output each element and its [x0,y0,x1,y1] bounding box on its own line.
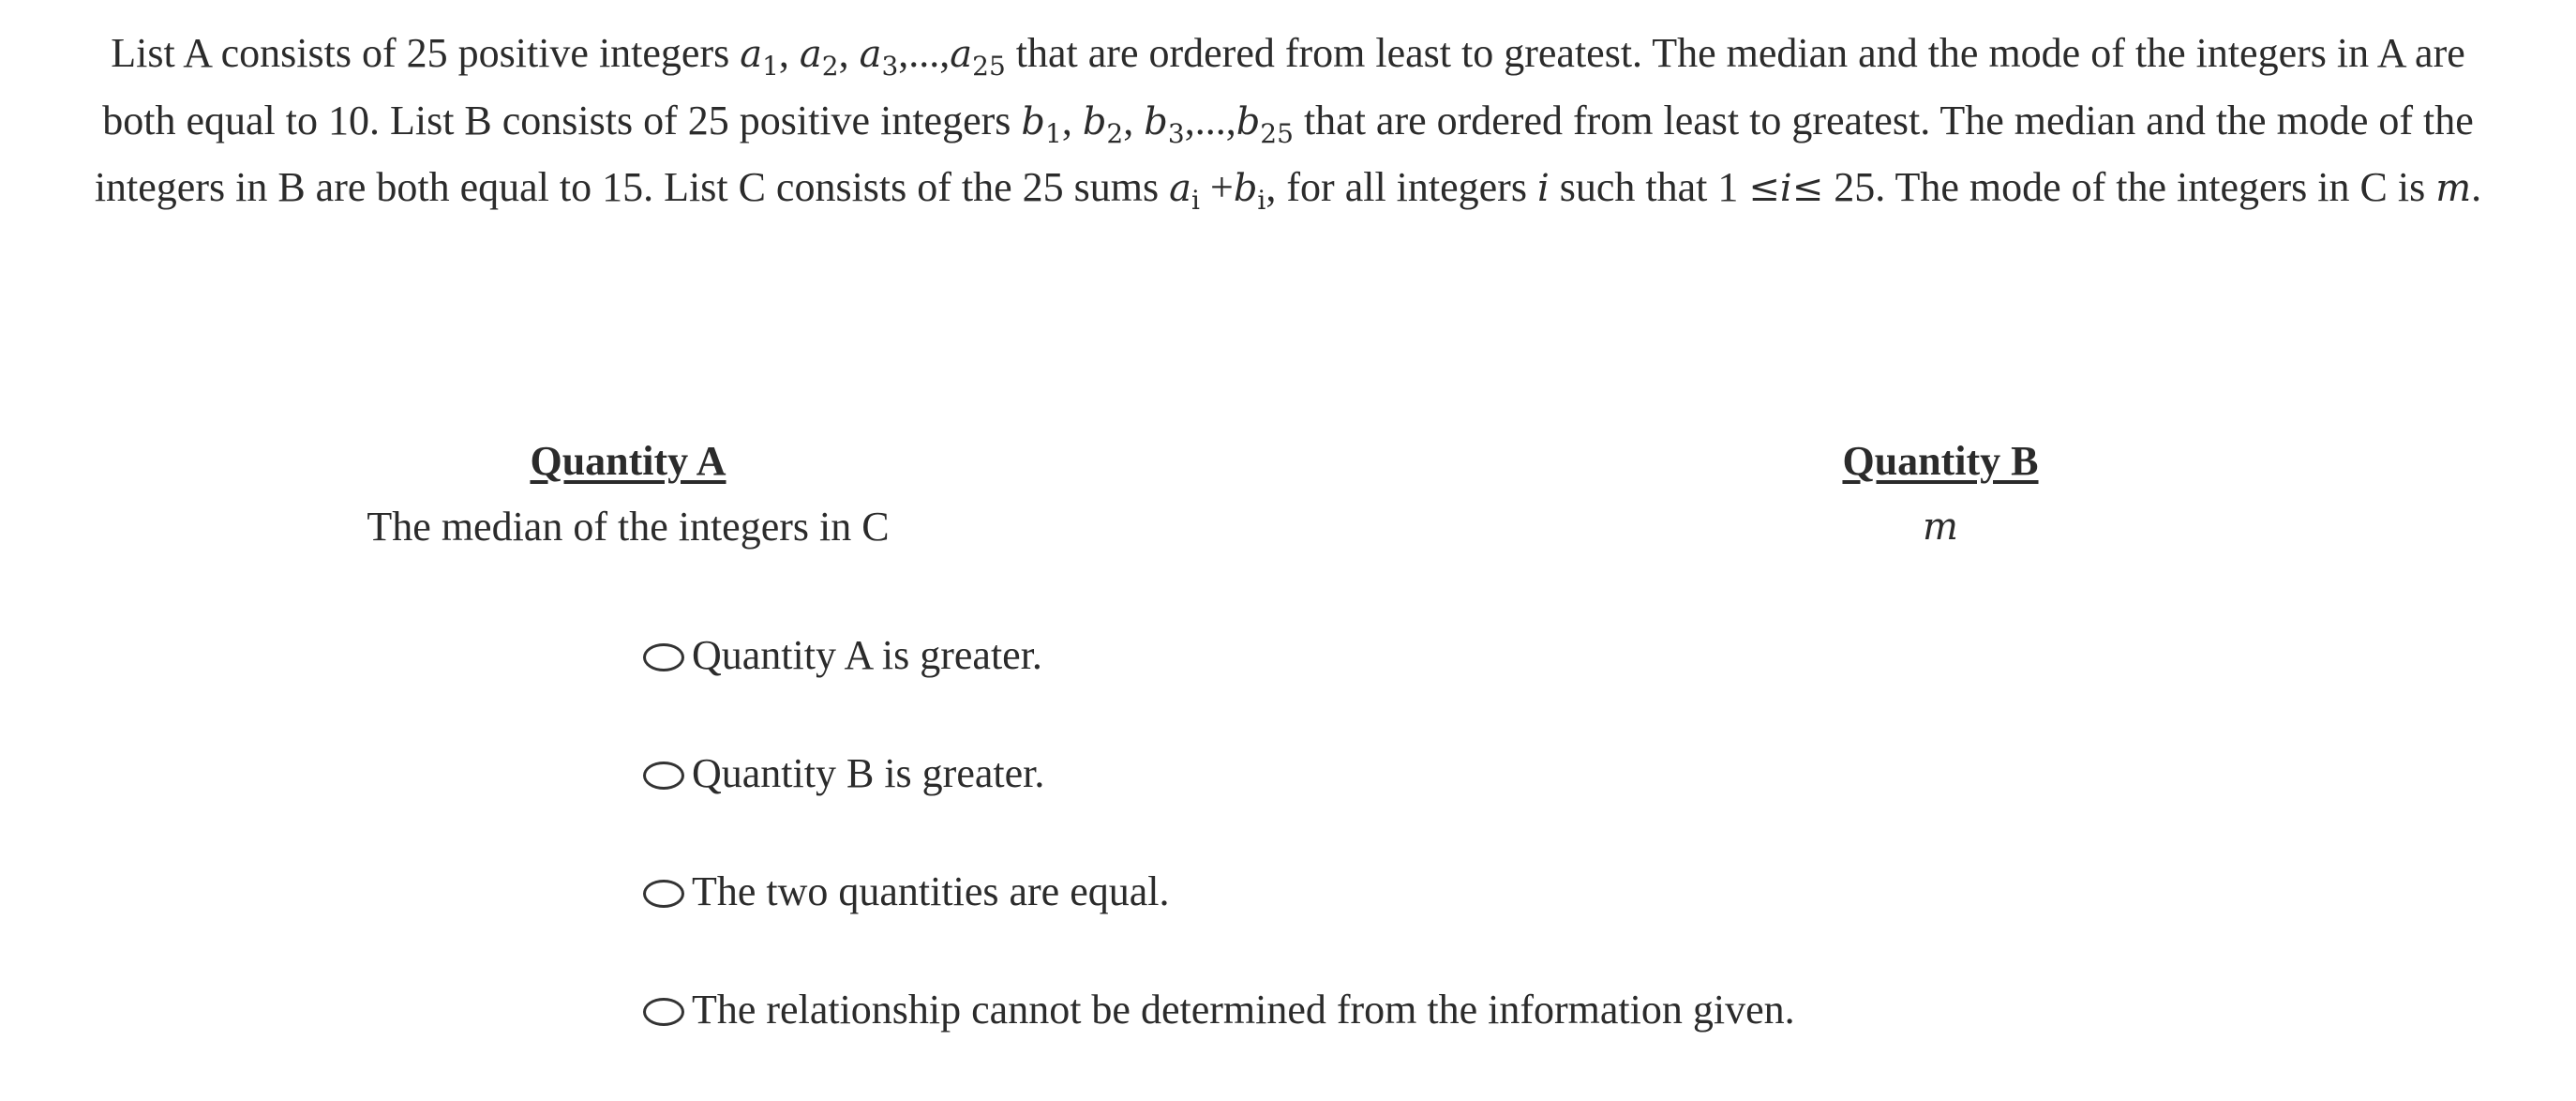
answer-choice-label: Quantity B is greater. [692,749,1045,796]
math-variable [2435,167,2471,210]
quantity-b-value: m [1923,505,1958,549]
math-variable-base: b [1021,99,1045,143]
math-subscript: 3 [881,51,899,82]
stem-text: . [2471,164,2482,210]
stem-text: , [1123,97,1145,143]
question-stem [84,21,2492,222]
math-variable-base: a [799,33,822,76]
math-subscript: i [1257,185,1266,216]
math-variable [1233,167,1266,216]
quantity-b-heading: Quantity B [1842,438,2039,484]
math-variable-base: m [2435,167,2472,210]
math-variable [1236,99,1294,149]
math-variable [740,33,779,82]
stem-text: , [778,30,800,76]
math-subscript: 2 [1106,117,1124,149]
stem-text: List A consists of 25 positive integers [111,30,741,76]
math-subscript: 1 [1044,117,1062,149]
math-subscript: 2 [821,51,839,82]
answer-choice-c[interactable] [643,865,1795,917]
radio-button[interactable] [643,998,684,1026]
math-variable [799,33,839,82]
math-variable [1537,167,1550,210]
quantity-b-column [1753,429,2128,560]
stem-text: + [1199,164,1234,210]
answer-choice-d[interactable] [643,983,1795,1035]
math-variable-base: i [1536,167,1550,210]
math-variable-base: a [740,33,763,76]
stem-text: , [838,30,860,76]
stem-text: ,..., [898,30,951,76]
math-relation: ≤ [1748,167,1780,210]
quantity-a-column [347,429,909,560]
answer-choice-label: The relationship cannot be determined from the information given. [692,986,1795,1033]
math-variable [1082,99,1124,149]
math-variable [1144,99,1185,149]
radio-button[interactable] [643,643,684,671]
stem-text: that are ordered from least to greatest. The median and the mode of the integers in B are both equal to 15. List C consists of the 25 sums [94,97,2474,210]
answer-choice-b[interactable] [643,747,1795,799]
math-variable [1169,167,1200,216]
math-relation: ≤ [1791,167,1824,210]
math-subscript: 3 [1167,117,1185,149]
math-variable [859,33,899,82]
math-variable-base: b [1236,99,1261,143]
math-variable [1021,99,1062,149]
math-variable-base: b [1144,99,1168,143]
math-subscript: 25 [1260,117,1294,149]
quantity-a-value: The median of the integers in C [367,504,890,550]
math-variable-base: b [1233,167,1258,210]
radio-button[interactable] [643,762,684,790]
stem-text: , [1061,97,1083,143]
stem-text: such that 1 [1549,164,1749,210]
radio-button[interactable] [643,880,684,908]
stem-text: 25. The mode of the integers in C is [1823,164,2436,210]
math-variable-base: a [950,33,973,76]
math-variable-base: b [1082,99,1107,143]
math-variable-base: i [1779,167,1792,210]
quantity-a-heading: Quantity A [530,438,726,484]
answer-choice-a[interactable] [643,628,1795,681]
answer-choice-label: The two quantities are equal. [692,867,1170,914]
answer-choices [643,628,1795,1101]
math-subscript: 25 [972,51,1006,82]
answer-choice-label: Quantity A is greater. [692,631,1042,678]
math-variable [1780,167,1792,210]
stem-text: ,..., [1184,97,1236,143]
math-subscript: i [1191,185,1200,216]
math-subscript: 1 [762,51,779,82]
stem-text: that are ordered from least to greatest. The median and the mode of the integers in A are both equal to 10. List B consists of 25 positive integers [102,30,2465,143]
math-variable-base: a [859,33,882,76]
stem-text: , for all integers [1266,164,1537,210]
math-variable [950,33,1006,82]
math-variable-base: a [1169,167,1192,210]
